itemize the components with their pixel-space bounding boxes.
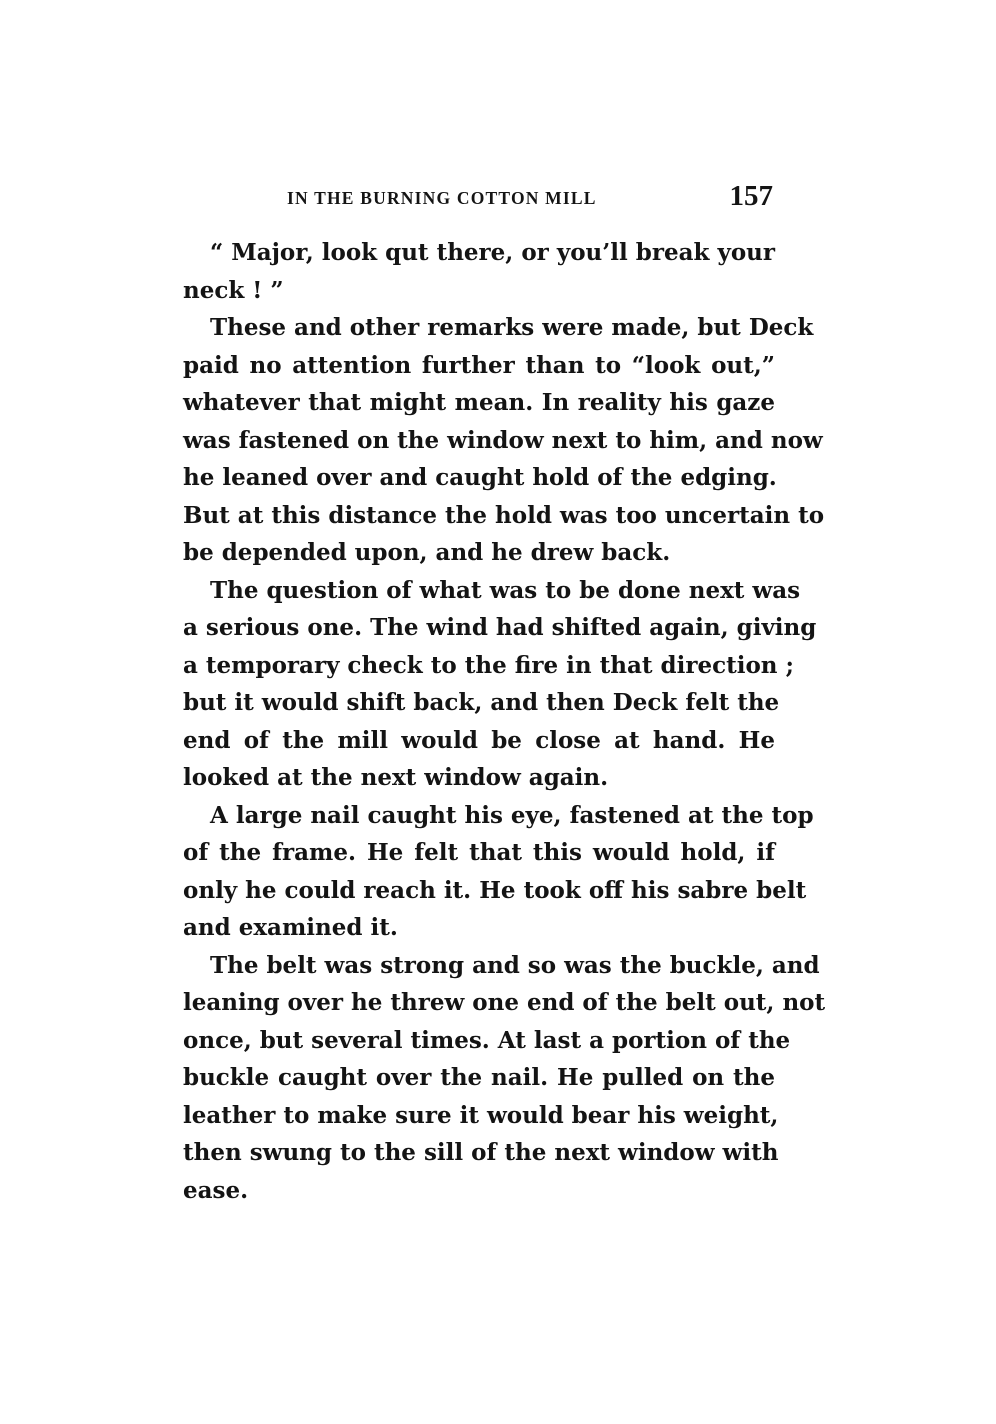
text-line: The belt was strong and so was the buckle, and (210, 951, 820, 979)
text-line: The question of what was to be done next was (210, 576, 801, 604)
paragraph (183, 309, 825, 572)
text-line: neck ! ” (183, 276, 284, 304)
paragraph (183, 797, 814, 947)
text-line: once, but several times. At last a portion of the (183, 1026, 791, 1054)
text-line: he leaned over and caught hold of the edging. (183, 464, 777, 491)
text-line: a temporary check to the fire in that direction ; (183, 651, 795, 679)
text-line: end of the mill would be close at hand. He (183, 726, 775, 754)
text-line: looked at the next window again. (183, 764, 609, 791)
text-line: then swung to the sill of the next window with (183, 1139, 779, 1166)
body-text (183, 234, 826, 1209)
text-line: paid no attention further than to “look out,” (183, 351, 775, 379)
text-line: ease. (183, 1176, 249, 1204)
text-line: leaning over he threw one end of the belt out, not (183, 989, 826, 1016)
text-line: only he could reach it. He took off his sabre belt (183, 876, 807, 904)
text-line: was fastened on the window next to him, and now (183, 426, 823, 454)
text-line: and examined it. (183, 914, 398, 941)
paragraph (183, 234, 775, 309)
text-line: be depended upon, and he drew back. (183, 539, 671, 566)
text-line: A large nail caught his eye, fastened at the top (210, 801, 814, 829)
running-head (183, 180, 775, 216)
text-line: leather to make sure it would bear his weight, (183, 1101, 779, 1129)
text-line: a serious one. The wind had shifted again, giving (183, 614, 817, 641)
text-line: of the frame. He felt that this would hold, if (183, 839, 775, 866)
text-line: “ Major, look qut there, or you’ll break your (210, 239, 775, 266)
text-line: but it would shift back, and then Deck felt the (183, 689, 780, 716)
text-line: But at this distance the hold was too uncertain to (183, 501, 825, 529)
text-line: whatever that might mean. In reality his gaze (183, 389, 775, 416)
text-line: These and other remarks were made, but Deck (210, 314, 814, 341)
paragraph (183, 947, 826, 1210)
running-title: IN THE BURNING COTTON MILL (287, 188, 597, 208)
text-line: buckle caught over the nail. He pulled on the (183, 1064, 775, 1091)
paragraph (183, 572, 817, 797)
page-number: 157 (729, 180, 773, 212)
